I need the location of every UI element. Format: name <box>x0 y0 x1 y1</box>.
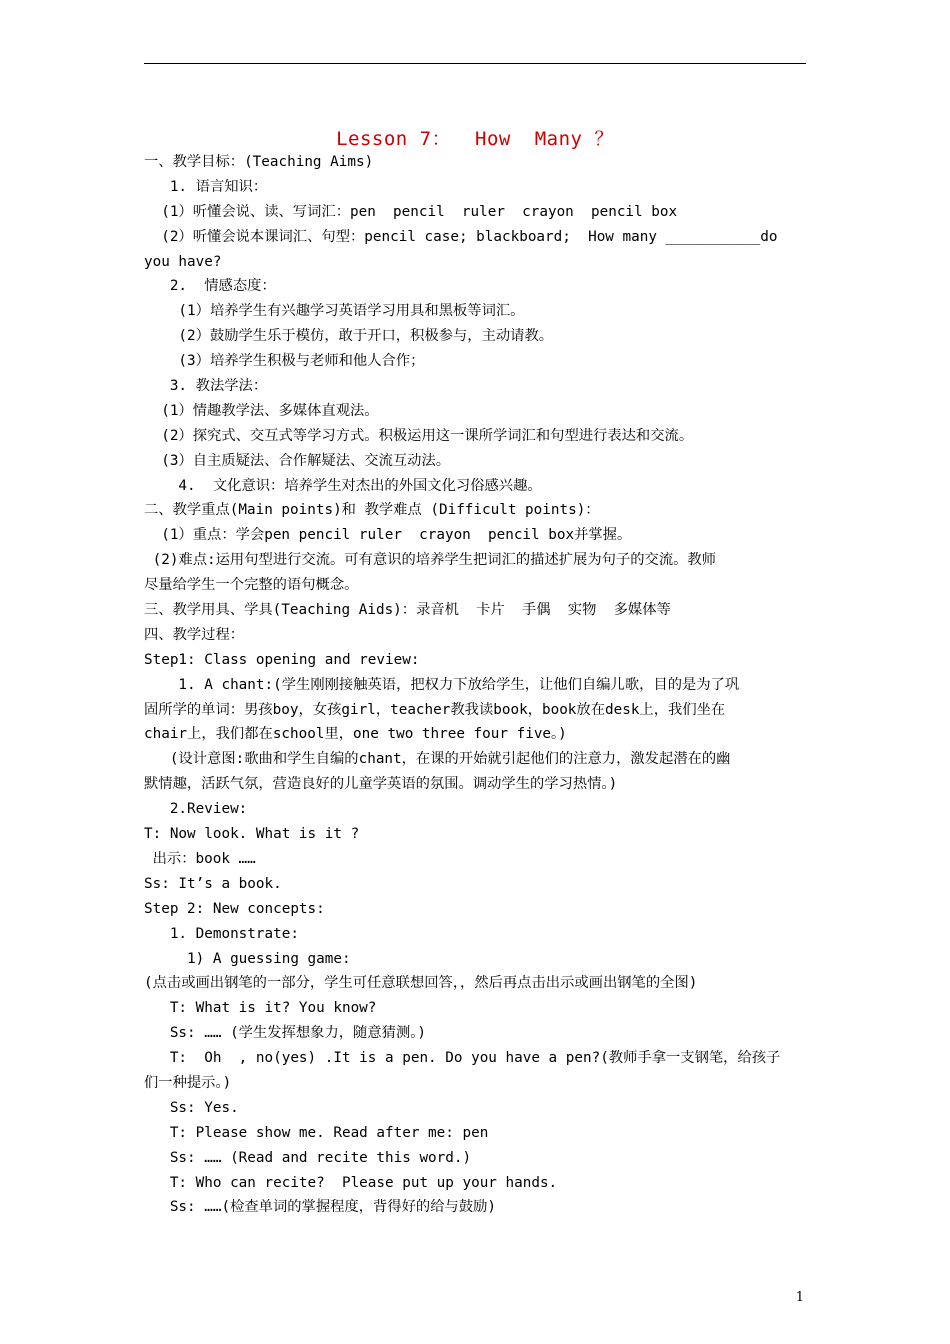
text-line: chair上，我们都在school里，one two three four five。) <box>144 726 567 743</box>
text-line: (点击或画出钢笔的一部分，学生可任意联想回答，，然后再点击出示或画出钢笔的全图) <box>144 975 698 992</box>
text-line: 3. 教法学法： <box>144 378 268 395</box>
text-line: T: Who can recite? Please put up your hands. <box>144 1174 558 1191</box>
text-line: 1. Demonstrate: <box>144 925 299 942</box>
text-line: 4. 文化意识：培养学生对杰出的外国文化习俗感兴趣。 <box>144 477 542 494</box>
text-line: Ss: It’s a book. <box>144 875 282 892</box>
text-line: 2.Review: <box>144 801 248 818</box>
text-line: Step1: Class opening and review: <box>144 651 420 668</box>
text-line: you have? <box>144 253 222 270</box>
text-line: Ss: ……(检查单词的掌握程度，背得好的给与鼓励) <box>144 1199 497 1216</box>
text-line: (2）听懂会说本课词汇、句型：pencil case; blackboard; How many ___________do <box>144 228 778 245</box>
text-line: (设计意图:歌曲和学生自编的chant，在课的开始就引起他们的注意力，激发起潜在的幽 <box>144 751 731 768</box>
text-line: (2）探究式、交互式等学习方式。积极运用这一课所学词汇和句型进行表达和交流。 <box>144 427 694 444</box>
text-line: Ss: …… (学生发挥想象力，随意猜测。) <box>144 1025 426 1042</box>
page-number: 1 <box>795 1290 804 1305</box>
header-rule <box>144 63 806 64</box>
text-line: T: Oh , no(yes) .It is a pen. Do you have a pen?(教师手拿一支钢笔，给孩子 <box>144 1050 781 1067</box>
text-line: (2）鼓励学生乐于模仿，敢于开口，积极参与，主动请教。 <box>144 328 554 345</box>
text-line: 一、教学目标：(Teaching Aims) <box>144 154 374 170</box>
text-line: (3）自主质疑法、合作解疑法、交流互动法。 <box>144 452 451 469</box>
text-line: T: Please show me. Read after me: pen <box>144 1124 489 1141</box>
text-line: 1. A chant:(学生刚刚接触英语，把权力下放给学生，让他们自编儿歌，目的是为了巩 <box>144 676 740 693</box>
lesson-title: Lesson 7： How Many ？ <box>336 128 614 150</box>
lesson-body <box>144 150 806 1220</box>
text-line: 三、教学用具、学具(Teaching Aids)：录音机 卡片 手偶 实物 多媒体等 <box>144 602 671 619</box>
text-line: (1）听懂会说、读、写词汇：pen pencil ruler crayon pencil box <box>144 203 678 220</box>
text-line: Step 2: New concepts: <box>144 900 325 917</box>
text-line: (1）培养学生有兴趣学习英语学习用具和黑板等词汇。 <box>144 303 525 320</box>
text-line: (3）培养学生积极与老师和他人合作； <box>144 353 425 370</box>
text-line: T: What is it? You know? <box>144 1000 377 1017</box>
text-line: (1）重点：学会pen pencil ruler crayon pencil box并掌握。 <box>144 527 632 544</box>
text-line: Ss: Yes. <box>144 1099 239 1116</box>
text-line: 出示：book …… <box>144 850 256 867</box>
text-line: (2)难点:运用句型进行交流。可有意识的培养学生把词汇的描述扩展为句子的交流。教师 <box>144 552 717 569</box>
text-line: 1. 语言知识： <box>144 178 268 195</box>
text-line: T: Now look. What is it ? <box>144 826 360 843</box>
text-line: 们一种提示。) <box>144 1074 232 1091</box>
text-line: 四、教学过程： <box>144 626 245 643</box>
text-line: 默情趣，活跃气氛，营造良好的儿童学英语的氛围。调动学生的学习热情。) <box>144 776 618 793</box>
text-line: 1) A guessing game: <box>144 950 351 967</box>
text-line: 固所学的单词：男孩boy，女孩girl，teacher教我读book，book放在desk上，我们坐在 <box>144 701 726 718</box>
text-line: 2. 情感态度： <box>144 278 276 295</box>
text-line: 尽量给学生一个完整的语句概念。 <box>144 577 359 594</box>
text-line: Ss: …… (Read and recite this word.) <box>144 1149 472 1166</box>
text-line: (1）情趣教学法、多媒体直观法。 <box>144 402 379 419</box>
text-line: 二、教学重点(Main points)和 教学难点 (Difficult points)： <box>144 502 600 519</box>
